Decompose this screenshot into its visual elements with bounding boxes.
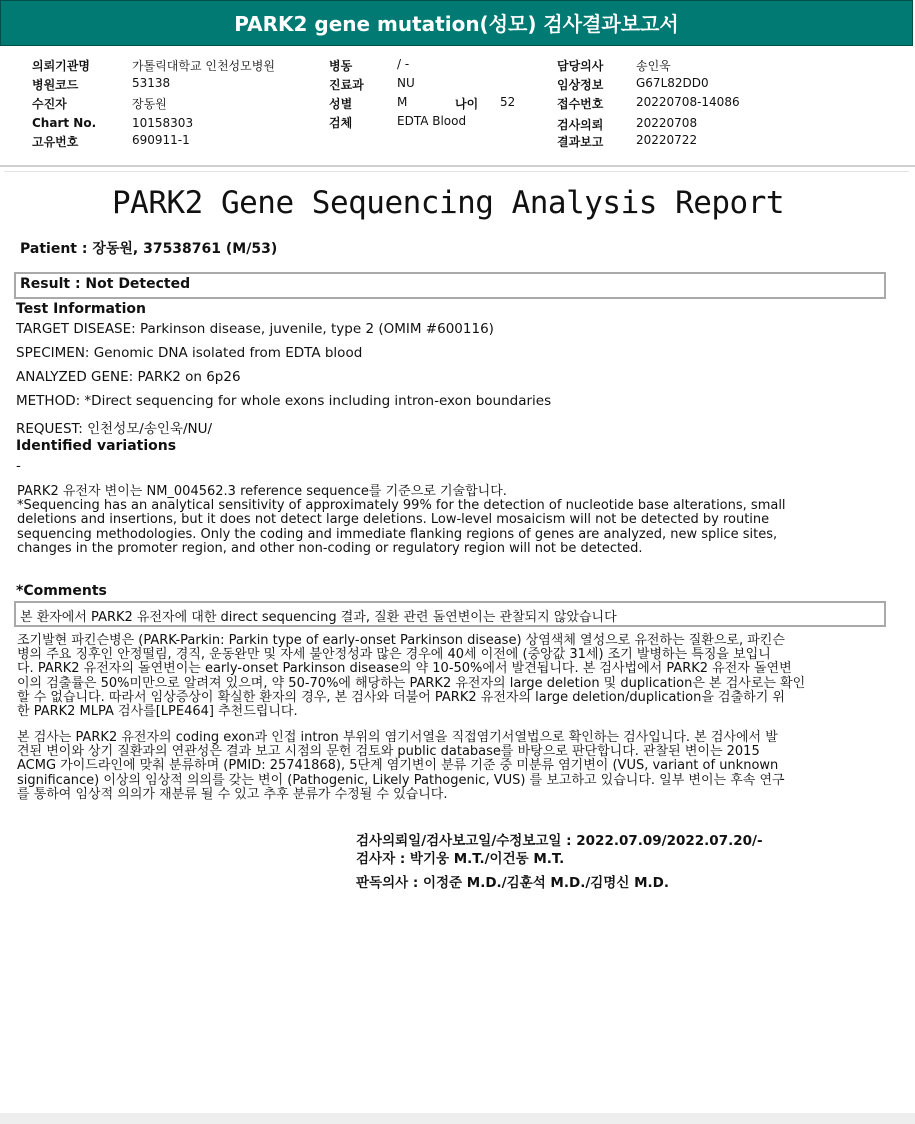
header-value-unique-no: 690911-1 xyxy=(132,133,190,147)
header-label-receipt-no: 접수번호 xyxy=(557,97,604,111)
note-line: changes in the promoter region, and other non-coding or regulatory region will not be detected. xyxy=(17,540,643,556)
header-label-department: 진료과 xyxy=(329,78,364,92)
header-label-age: 나이 xyxy=(455,97,479,111)
test-info-request: REQUEST: 인천성모/송인욱/NU/ xyxy=(16,421,213,437)
comment-line: 할 수 없습니다. 따라서 임상증상이 확실한 환자의 경우, 본 검사와 더불어 PARK2 유전자의 large deletion/duplication을 검출하기 위 xyxy=(17,689,785,705)
header-value-chart-no: 10158303 xyxy=(132,116,194,130)
header-label-specimen: 검체 xyxy=(329,116,353,130)
comment-paragraph-2 xyxy=(17,731,897,802)
test-info-analyzed-gene: ANALYZED GENE: PARK2 on 6p26 xyxy=(16,369,241,385)
test-info-specimen: SPECIMEN: Genomic DNA isolated from EDTA blood xyxy=(16,345,363,361)
test-info-heading: Test Information xyxy=(16,301,146,317)
comment-box-text: 본 환자에서 PARK2 유전자에 대한 direct sequencing 결과, 질환 관련 돌연변이는 관찰되지 않았습니다 xyxy=(20,610,617,625)
header-value-sex: M xyxy=(397,95,408,109)
header-label-patient-name: 수진자 xyxy=(32,97,67,111)
signature-dates: 검사의뢰일/검사보고일/수정보고일 : 2022.07.09/2022.07.20/- xyxy=(356,833,763,849)
header-value-specimen: EDTA Blood xyxy=(397,114,467,128)
header-value-clinical-info: G67L82DD0 xyxy=(636,76,709,90)
comment-line: 견된 변이와 상기 질환과의 연관성은 결과 보고 시점의 문헌 검토와 public database를 바탕으로 판단합니다. 관찰된 변이는 2015 xyxy=(17,744,760,760)
comment-line: 병의 주요 징후인 안정떨림, 경직, 운동완만 및 자세 불안정성과 많은 경우에 40세 이전에 (중앙값 31세) 조기 발병하는 특징을 보입니 xyxy=(17,647,771,663)
comment-line: 본 검사는 PARK2 유전자의 coding exon과 인접 intron 부위의 염기서열을 직접염기서열법으로 확인하는 검사입니다. 본 검사에서 발 xyxy=(17,730,778,745)
header-label-unique-no: 고유번호 xyxy=(32,135,79,149)
header-value-doctor: 송인욱 xyxy=(636,59,671,73)
test-info-target-disease: TARGET DISEASE: Parkinson disease, juvenile, type 2 (OMIM #600116) xyxy=(16,321,494,337)
identified-variations-heading: Identified variations xyxy=(16,438,177,454)
comment-line: 이의 검출률은 50%미만으로 알려져 있으며, 약 50-70%에 해당하는 PARK2 유전자의 large deletion 및 duplication은 본 검사로는 확인 xyxy=(17,675,806,691)
comments-heading: *Comments xyxy=(16,583,107,599)
header-label-sex: 성별 xyxy=(329,97,353,111)
header-separator xyxy=(0,165,915,167)
comment-line: 조기발현 파킨슨병은 (PARK-Parkin: Parkin type of early-onset Parkinson disease) 상염색체 열성으로 유전하는 질환으로, 파킨슨 xyxy=(17,633,785,648)
test-info-method: METHOD: *Direct sequencing for whole exons including intron-exon boundaries xyxy=(16,393,552,409)
note-line: *Sequencing has an analytical sensitivity of approximately 99% for the detection of nucleotide base alterations, small xyxy=(17,498,786,514)
signature-tester: 검사자 : 박기웅 M.T./이건동 M.T. xyxy=(356,851,565,867)
comment-line: 한 PARK2 MLPA 검사를[LPE464] 추천드립니다. xyxy=(17,704,298,720)
report-title-bar: PARK2 gene mutation(성모) 검사결과보고서 xyxy=(0,0,913,46)
signature-reader: 판독의사 : 이정준 M.D./김훈석 M.D./김명신 M.D. xyxy=(356,875,669,891)
header-label-doctor: 담당의사 xyxy=(557,59,604,73)
header-label-institution: 의뢰기관명 xyxy=(32,59,90,73)
header-label-hospital-code: 병원코드 xyxy=(32,78,79,92)
header-value-report-date: 20220722 xyxy=(636,133,698,147)
patient-line: Patient : 장동원, 37538761 (M/53) xyxy=(20,241,278,257)
comment-paragraph-1 xyxy=(17,634,897,719)
page-bottom-strip xyxy=(0,1113,915,1124)
note-line: PARK2 유전자 변이는 NM_004562.3 reference sequence를 기준으로 기술합니다. xyxy=(17,484,507,499)
header-value-hospital-code: 53138 xyxy=(132,76,171,90)
page-title: PARK2 Gene Sequencing Analysis Report xyxy=(112,185,785,221)
comment-line: 다. PARK2 유전자의 돌연변이는 early-onset Parkinson disease의 약 10-50%에서 발견됩니다. 본 검사법에서 PARK2 유전자 돌연변 xyxy=(17,661,792,677)
comment-line: 를 통하여 임상적 의의가 재분류 될 수 있고 추후 분류가 수정될 수 있습니다. xyxy=(17,786,448,802)
comment-line: significance) 이상의 임상적 의의를 갖는 변이 (Pathogenic, Likely Pathogenic, VUS) 를 보고하고 있습니다. 일부 변이는 후속 연구 xyxy=(17,772,785,788)
page-top-border xyxy=(4,171,909,172)
note-line: deletions and insertions, but it does not detect large deletions. Low-level mosaicism will not be detected by routine xyxy=(17,512,770,528)
method-notes xyxy=(17,485,897,556)
header-value-receipt-no: 20220708-14086 xyxy=(636,95,740,109)
header-label-ward: 병동 xyxy=(329,59,353,73)
identified-variations-value: - xyxy=(16,458,21,474)
header-value-age: 52 xyxy=(500,95,516,109)
header-value-ward: / - xyxy=(397,57,410,71)
header-label-chart-no: Chart No. xyxy=(32,116,97,130)
header-value-institution: 가톨릭대학교 인천성모병원 xyxy=(132,59,275,73)
header-label-report-date: 결과보고 xyxy=(557,135,604,149)
result-text: Result : Not Detected xyxy=(20,276,191,292)
header-value-department: NU xyxy=(397,76,415,90)
header-label-request-date: 검사의뢰 xyxy=(557,118,604,132)
note-line: sequencing methodologies. Only the coding and immediate flanking regions of genes are analyzed, new splice sites, xyxy=(17,526,778,542)
header-value-request-date: 20220708 xyxy=(636,116,698,130)
header-label-clinical-info: 임상정보 xyxy=(557,78,604,92)
header-value-patient-name: 장동원 xyxy=(132,97,167,111)
comment-line: ACMG 가이드라인에 맞춰 분류하며 (PMID: 25741868), 5단계 염기변이 분류 기준 중 미분류 염기변이 (VUS, variant of unknown xyxy=(17,758,779,774)
